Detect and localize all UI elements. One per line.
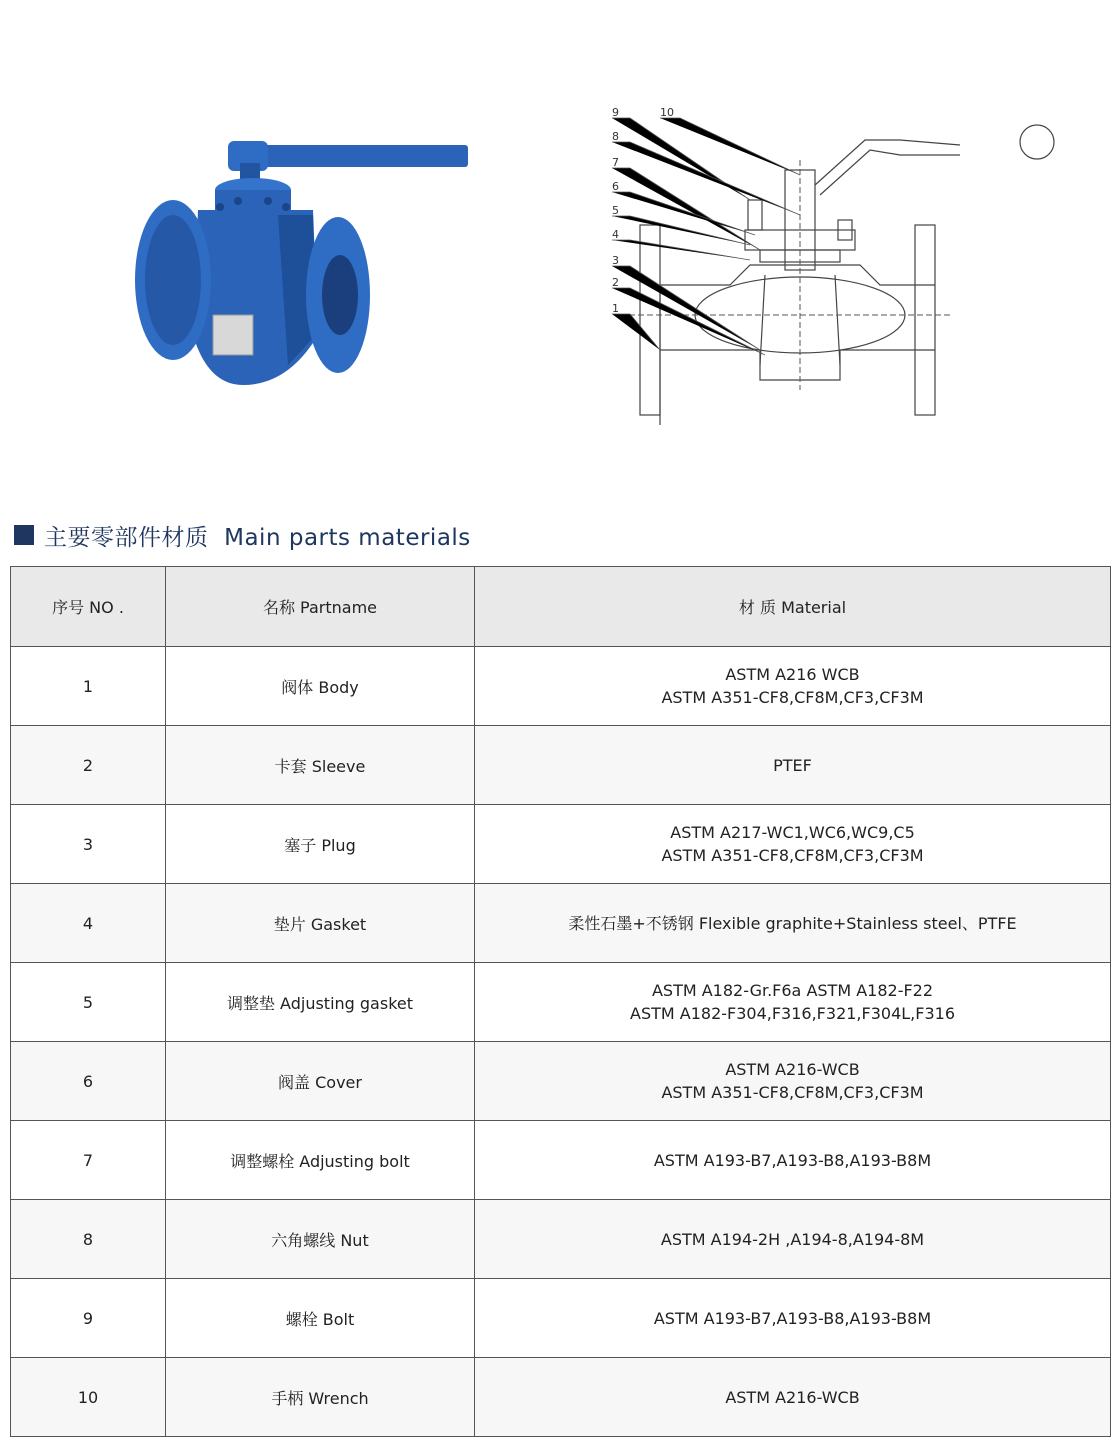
part-name-cell: 六角螺线 Nut <box>166 1200 475 1279</box>
part-name-cell: 螺栓 Bolt <box>166 1279 475 1358</box>
callout-label: 7 <box>612 156 619 169</box>
part-name-cell: 卡套 Sleeve <box>166 726 475 805</box>
callout-label: 6 <box>612 180 619 193</box>
table-row <box>11 1200 1111 1279</box>
table-row <box>11 1279 1111 1358</box>
cross-section-drawing <box>600 100 1060 425</box>
material-cell <box>475 1200 1111 1279</box>
material-line: ASTM A217-WC1,WC6,WC9,C5 <box>670 823 915 842</box>
part-number-cell: 6 <box>11 1042 166 1121</box>
section-heading <box>14 518 471 552</box>
heading-square-icon <box>14 525 34 545</box>
part-number-cell: 8 <box>11 1200 166 1279</box>
callout-label: 5 <box>612 204 619 217</box>
part-name-cell: 阀盖 Cover <box>166 1042 475 1121</box>
table-row <box>11 805 1111 884</box>
material-line: ASTM A351-CF8,CF8M,CF3,CF3M <box>661 1083 924 1102</box>
table-row <box>11 963 1111 1042</box>
material-line: ASTM A182-F304,F316,F321,F304L,F316 <box>630 1004 955 1023</box>
material-line: ASTM A216-WCB <box>725 1387 860 1407</box>
part-name-cell: 调整螺栓 Adjusting bolt <box>166 1121 475 1200</box>
column-header-partname: 名称 Partname <box>166 567 475 647</box>
table-row <box>11 647 1111 726</box>
part-name-cell: 阀体 Body <box>166 647 475 726</box>
table-row <box>11 884 1111 963</box>
callout-label: 4 <box>612 228 619 241</box>
callout-label: 3 <box>612 254 619 267</box>
material-cell <box>475 1042 1111 1121</box>
part-number-cell: 4 <box>11 884 166 963</box>
material-line: ASTM A216-WCB <box>725 1060 860 1079</box>
material-cell <box>475 726 1111 805</box>
table-row <box>11 1042 1111 1121</box>
material-cell <box>475 805 1111 884</box>
material-line: 柔性石墨+不锈钢 Flexible graphite+Stainless steel、PTFE <box>568 913 1017 933</box>
material-cell <box>475 1279 1111 1358</box>
table-row <box>11 1358 1111 1437</box>
callout-label: 8 <box>612 130 619 143</box>
material-line: ASTM A194-2H ,A194-8,A194-8M <box>660 1229 925 1249</box>
material-cell <box>475 884 1111 963</box>
material-line: ASTM A182-Gr.F6a ASTM A182-F22 <box>651 981 934 1000</box>
callout-label: 1 <box>612 302 619 315</box>
material-cell <box>475 963 1111 1042</box>
table-header-row <box>11 567 1111 647</box>
part-name-cell: 垫片 Gasket <box>166 884 475 963</box>
callout-label: 9 <box>612 106 619 119</box>
callout-label: 2 <box>612 276 619 289</box>
part-name-cell: 塞子 Plug <box>166 805 475 884</box>
callout-label: 10 <box>660 106 674 119</box>
part-number-cell: 7 <box>11 1121 166 1200</box>
material-cell <box>475 1121 1111 1200</box>
part-number-cell: 3 <box>11 805 166 884</box>
material-line: ASTM A351-CF8,CF8M,CF3,CF3M <box>661 688 924 707</box>
section-title: 主要零部件材质 Main parts materials <box>44 524 471 551</box>
material-line: ASTM A193-B7,A193-B8,A193-B8M <box>653 1308 932 1328</box>
material-cell <box>475 1358 1111 1437</box>
material-line: PTEF <box>773 755 812 775</box>
column-header-no: 序号 NO . <box>11 567 166 647</box>
material-line: ASTM A351-CF8,CF8M,CF3,CF3M <box>661 846 924 865</box>
material-cell <box>475 647 1111 726</box>
material-line: ASTM A193-B7,A193-B8,A193-B8M <box>653 1150 932 1170</box>
valve-photo <box>128 135 473 395</box>
part-number-cell: 10 <box>11 1358 166 1437</box>
material-line: ASTM A216 WCB <box>725 665 860 684</box>
column-header-material: 材 质 Material <box>475 567 1111 647</box>
parts-materials-table <box>10 566 1111 1437</box>
table-row <box>11 726 1111 805</box>
part-name-cell: 手柄 Wrench <box>166 1358 475 1437</box>
part-number-cell: 2 <box>11 726 166 805</box>
part-number-cell: 5 <box>11 963 166 1042</box>
part-name-cell: 调整垫 Adjusting gasket <box>166 963 475 1042</box>
part-number-cell: 1 <box>11 647 166 726</box>
part-number-cell: 9 <box>11 1279 166 1358</box>
table-row <box>11 1121 1111 1200</box>
